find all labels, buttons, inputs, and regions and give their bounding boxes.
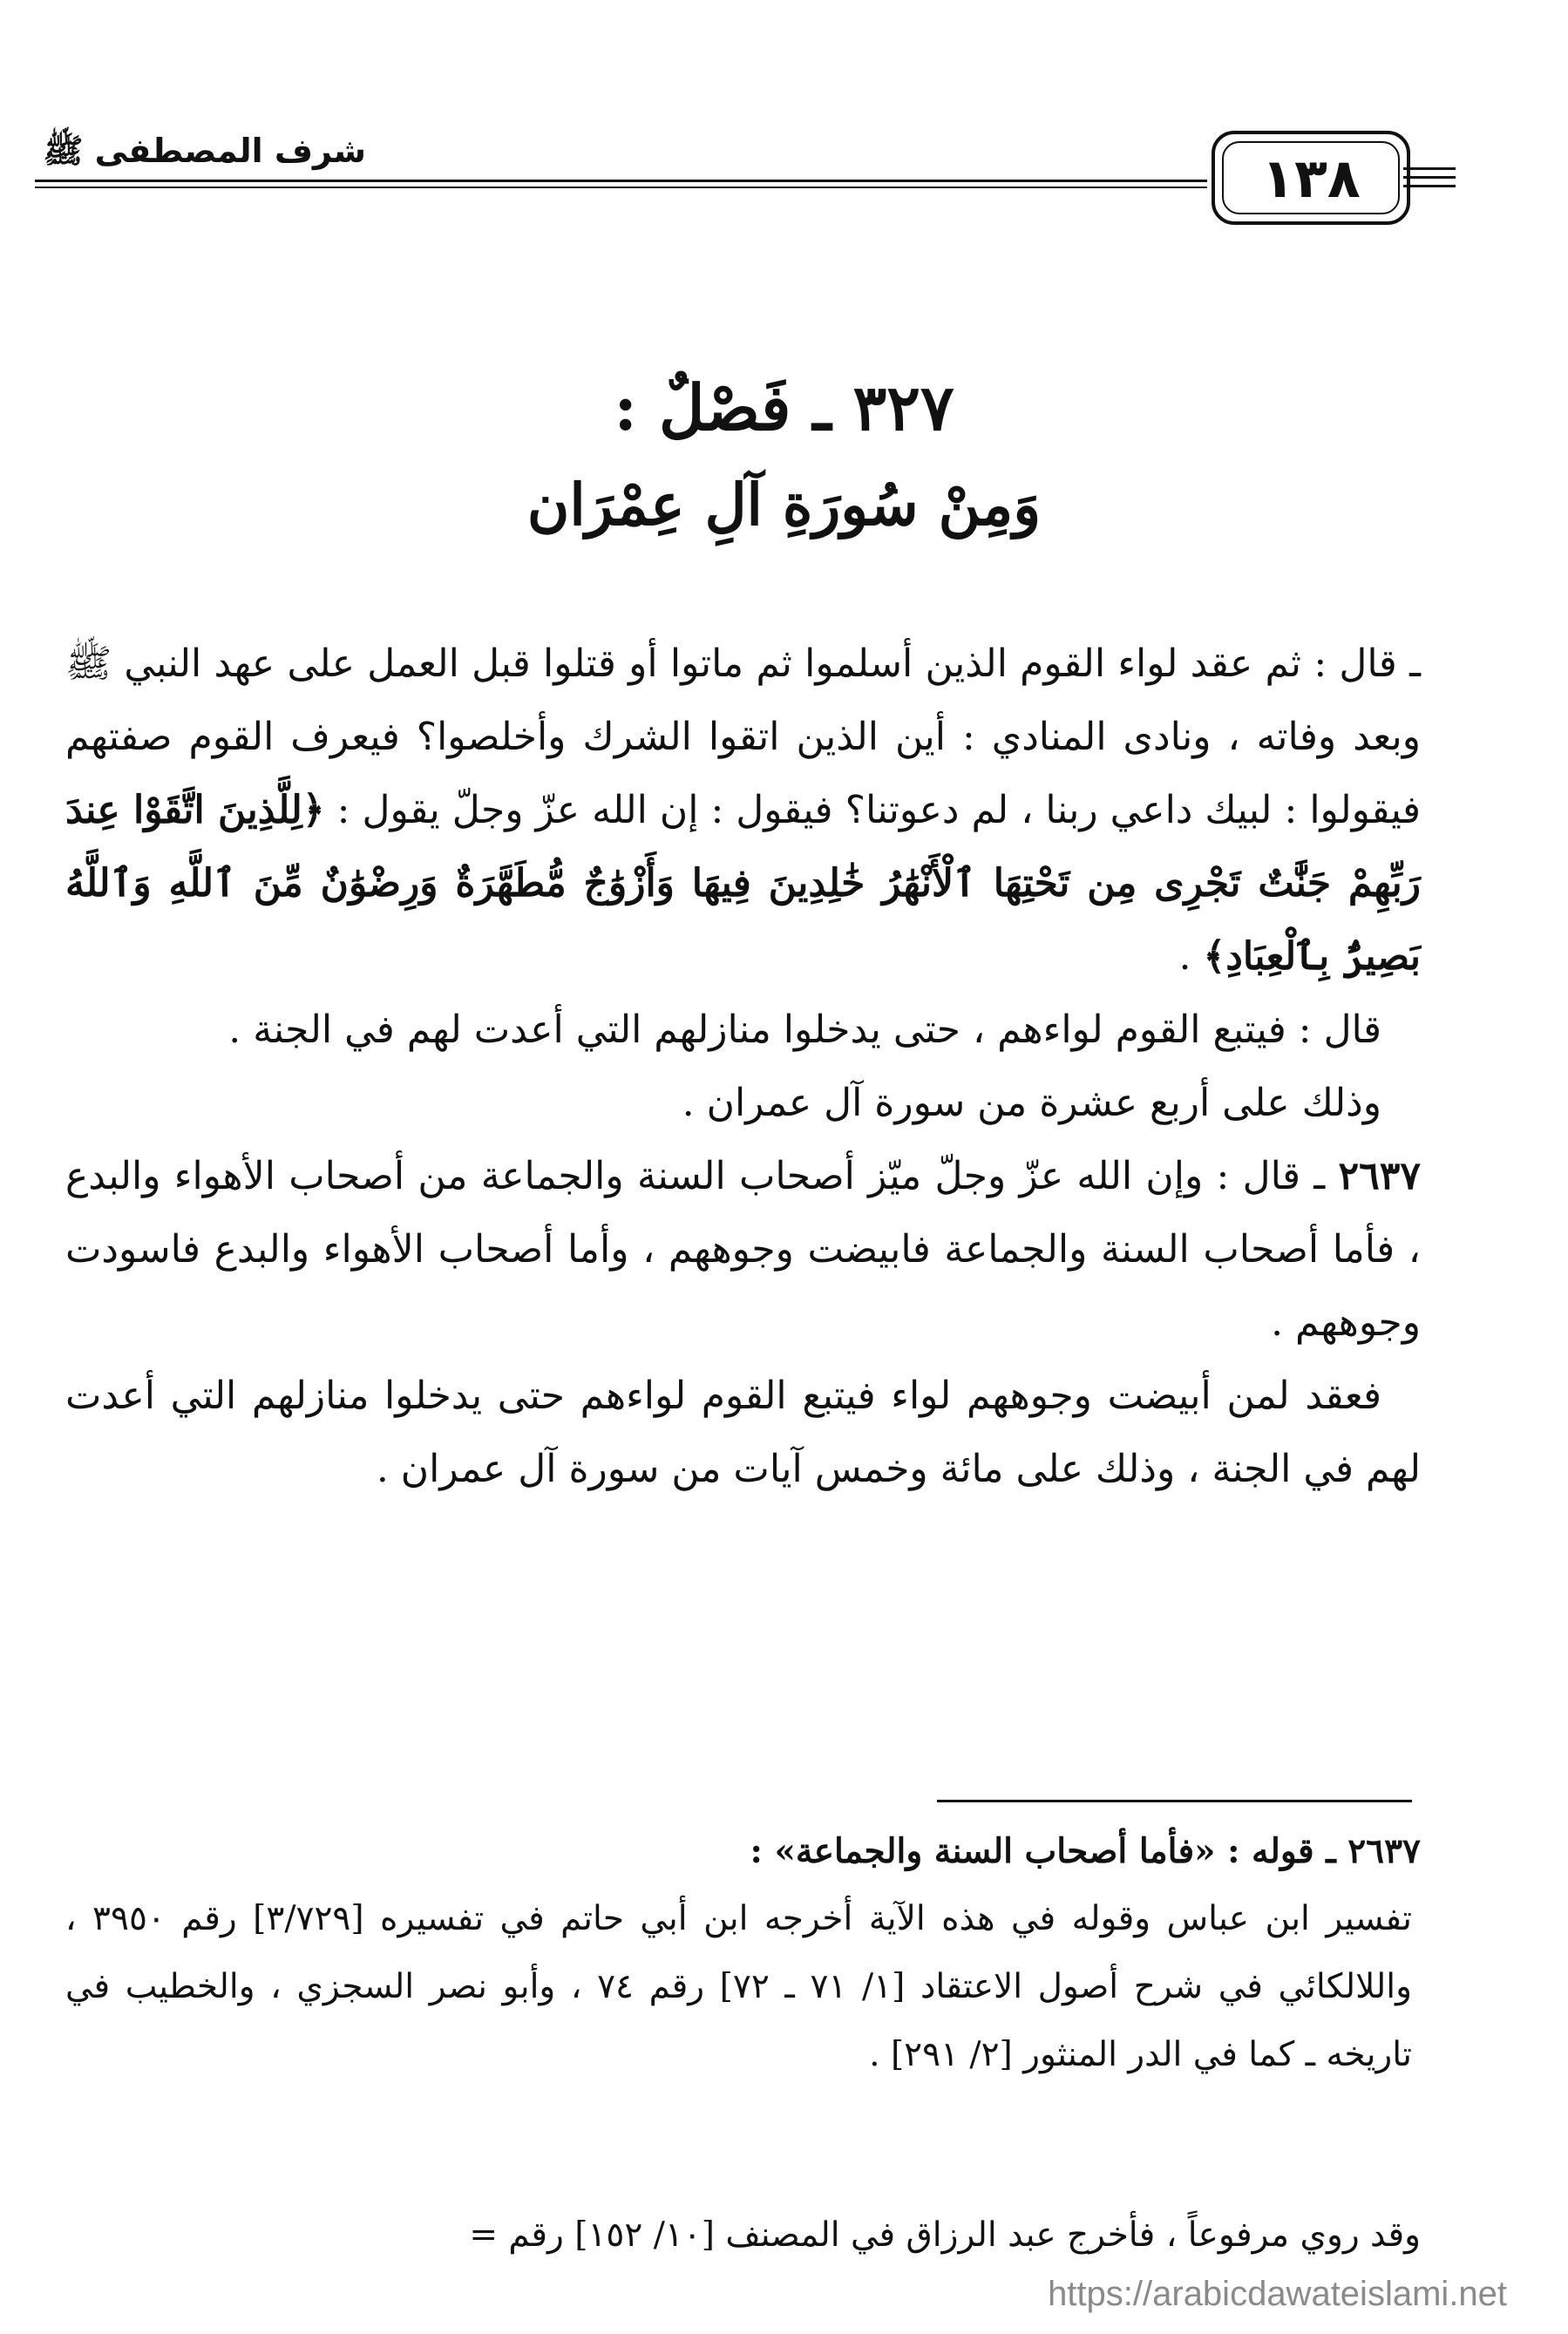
paragraph-1-end: .: [1178, 934, 1204, 979]
paragraph-2: قال : فيتبع القوم لواءهم ، حتى يدخلوا منازلهم التي أعدت لهم في الجنة .: [228, 1008, 1381, 1052]
header-rule-right-2: [1403, 176, 1456, 179]
paragraph-1: [65, 628, 1421, 994]
page-number: ١٣٨: [1261, 146, 1361, 210]
header-rule: [35, 180, 1207, 182]
quran-verse: ﴿لِلَّذِينَ اتَّقَوْا عِندَ رَبِّهِمْ جَنَّٰتٌ تَجْرِى مِن تَحْتِهَا ٱلْأَنْهَٰرُ خَٰلِدِينَ فِيهَا وَأَزْوَٰجٌ مُّطَهَّرَةٌ وَرِضْوَٰنٌ مِّنَ ٱللَّهِ وَٱللَّهُ بَصِيرٌۢ بِٱلْعِبَادِ﴾: [65, 788, 1421, 979]
header-rule-right-3: [1403, 185, 1456, 187]
watermark: https://arabicdawateislami.net: [1048, 2275, 1507, 2313]
paragraph-1-text: ـ قال : ثم عقد لواء القوم الذين أسلموا ثم ماتوا أو قتلوا قبل العمل على عهد النبي ﷺ وبعد وفاته ، ونادى المنادي : أين الذين اتقوا الشرك وأخلصوا؟ فيعرف القوم صفتهم فيقولوا : لبيك داعي ربنا ، لم دعوتنا؟ فيقول : إن الله عزّ وجلّ يقول :: [65, 641, 1421, 832]
header-rule-right-1: [1403, 167, 1456, 170]
paragraph-4-text: ـ قال : وإن الله عزّ وجلّ ميّز أصحاب السنة والجماعة من أصحاب الأهواء والبدع ، فأما أصحاب السنة والجماعة فابيضت وجوههم ، وأما أصحاب الأهواء والبدع فاسودت وجوههم .: [65, 1154, 1421, 1345]
section-heading: ٣٢٧ ـ فَصْلٌ :: [614, 370, 954, 444]
paragraph-5: فعقد لمن أبيضت وجوههم لواء فيتبع القوم لواءهم حتى يدخلوا منازلهم التي أعدت لهم في الجنة ، وذلك على مائة وخمس آيات من سورة آل عمران .: [65, 1374, 1421, 1491]
page-number-frame: [1212, 131, 1410, 225]
footnotes: [65, 1817, 1421, 2089]
paragraph-3: وذلك على أربع عشرة من سورة آل عمران .: [682, 1081, 1381, 1125]
footnote-separator: [937, 1800, 1412, 1802]
footnote-heading: ٢٦٣٧ ـ قوله : «فأما أصحاب السنة والجماعة» :: [750, 1831, 1421, 1871]
footnote-continuation: وقد روي مرفوعاً ، فأخرج عبد الرزاق في المصنف [١٠/ ١٥٢] رقم =: [469, 2215, 1421, 2255]
footnote-text: تفسير ابن عباس وقوله في هذه الآية أخرجه ابن أبي حاتم في تفسيره [٣/٧٢٩] رقم ٣٩٥٠ ، واللالكائي في شرح أصول الاعتقاد [١/ ٧١ ـ ٧٢] رقم ٧٤ ، وأبو نصر السجزي ، والخطيب في تاريخه ـ كما في الدر المنثور [٢/ ٢٩١] .: [65, 1899, 1413, 2074]
main-text: [65, 628, 1421, 1506]
hadith-number: ٢٦٣٧: [1338, 1154, 1421, 1198]
running-title: شرف المصطفى ﷺ: [43, 132, 366, 170]
paragraph-4: [65, 1140, 1421, 1360]
header-rule-thin: [35, 187, 1207, 188]
surah-heading: وَمِنْ سُورَةِ آلِ عِمْرَان: [526, 471, 1042, 539]
